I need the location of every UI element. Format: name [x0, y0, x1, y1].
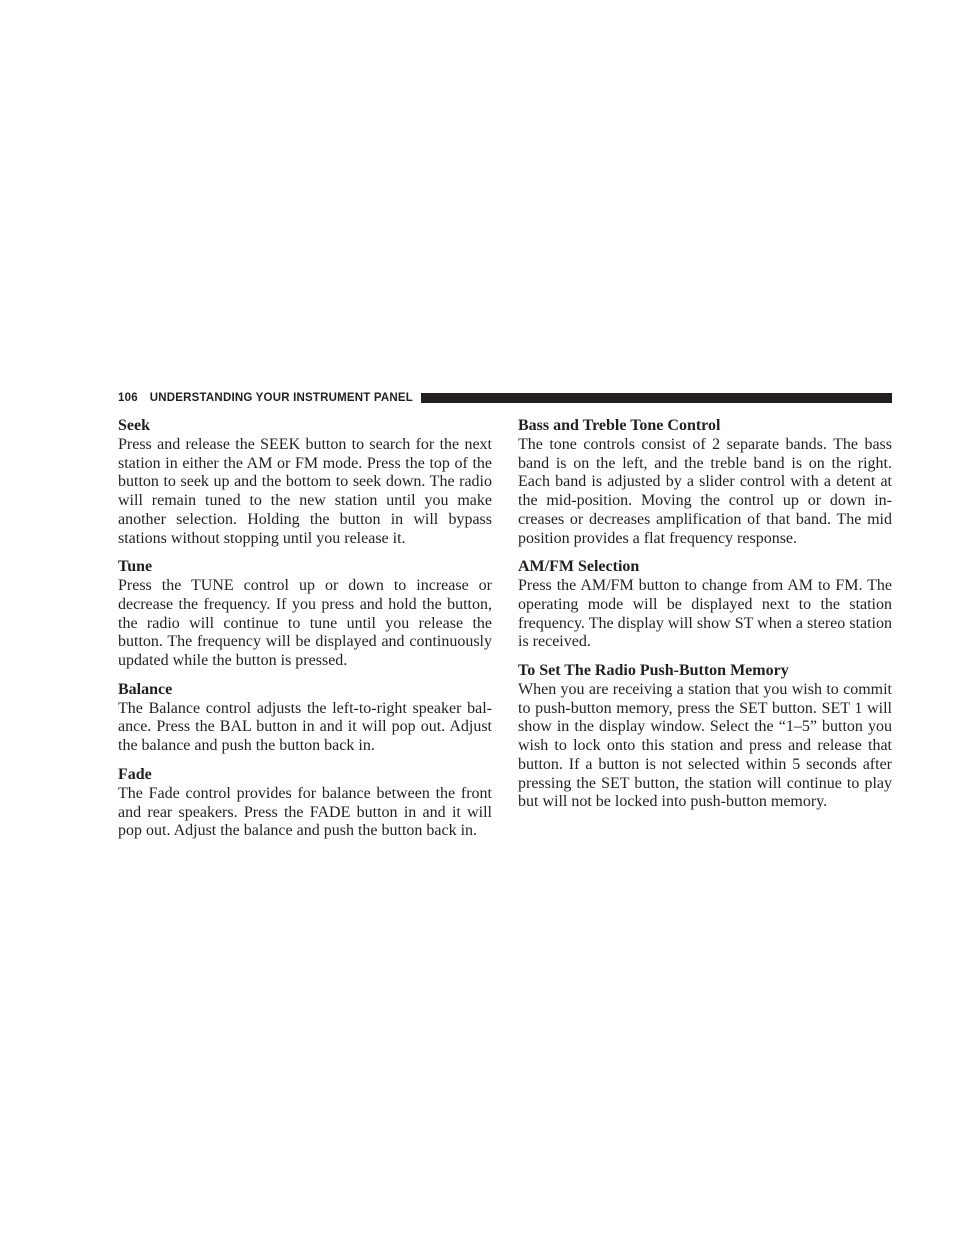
section-heading: AM/FM Selection — [518, 558, 640, 576]
section-bass-treble — [518, 416, 892, 548]
page-number: 106 — [118, 392, 138, 404]
section-body: The Fade control provides for balance between the front and rear speakers. Press the FADE button in and it will pop out. Adjust the balance and push the button back in. — [118, 784, 492, 840]
section-body: The Balance control adjusts the left-to-right speaker balance. Press the BAL button in and it will pop out. Adjust the balance and push the button back in. — [118, 699, 492, 755]
page-header — [118, 390, 892, 406]
left-column — [118, 416, 492, 850]
section-am-fm — [518, 557, 892, 652]
section-heading: Bass and Treble Tone Control — [518, 417, 721, 434]
section-tune — [118, 557, 492, 671]
section-heading: Balance — [118, 680, 173, 698]
running-title: UNDERSTANDING YOUR INSTRUMENT PANEL — [149, 392, 413, 404]
header-rule-bar — [421, 393, 892, 403]
section-seek — [118, 416, 492, 548]
section-balance — [118, 680, 492, 756]
section-heading: Seek — [118, 417, 150, 434]
section-push-button-memory — [518, 661, 892, 812]
section-body: When you are receiving a station that you wish to commit to push-button memory, press the SET button. SET 1 will show in the display window. Select the “1–5” button you wish to lock onto this station and press and release that button. If a button is not selected within 5 seconds after pressing the SET button, the station will continue to play but will not be locked into push-button memory. — [518, 681, 892, 811]
section-fade — [118, 765, 492, 841]
section-heading: Fade — [118, 765, 152, 783]
right-column — [518, 416, 892, 821]
section-body: The tone controls consist of 2 separate bands. The bass band is on the left, and the treble band is on the right. Each band is adjusted by a slider control with a detent at the mid-position. Moving the control up or down increases or decreases amplification of that band. The mid position provides a flat frequency response. — [518, 436, 892, 547]
section-body: Press and release the SEEK button to search for the next station in either the AM or FM mode. Press the top of the button to seek up and the bottom to seek down. The radio will remain tuned to the new station until you make another selection. Holding the button in will bypass stations without stopping until you release it. — [118, 436, 492, 547]
section-body: Press the TUNE control up or down to increase or decrease the frequency. If you press and hold the button, the radio will continue to tune until you release the button. The frequency will be displayed and continuously updated while the button is pressed. — [118, 577, 492, 670]
section-body: Press the AM/FM button to change from AM to FM. The operating mode will be displayed next to the station frequency. The display will show ST when a stereo station is received. — [518, 577, 892, 651]
section-heading: Tune — [118, 558, 153, 576]
section-heading: To Set The Radio Push-Button Memory — [518, 662, 789, 680]
